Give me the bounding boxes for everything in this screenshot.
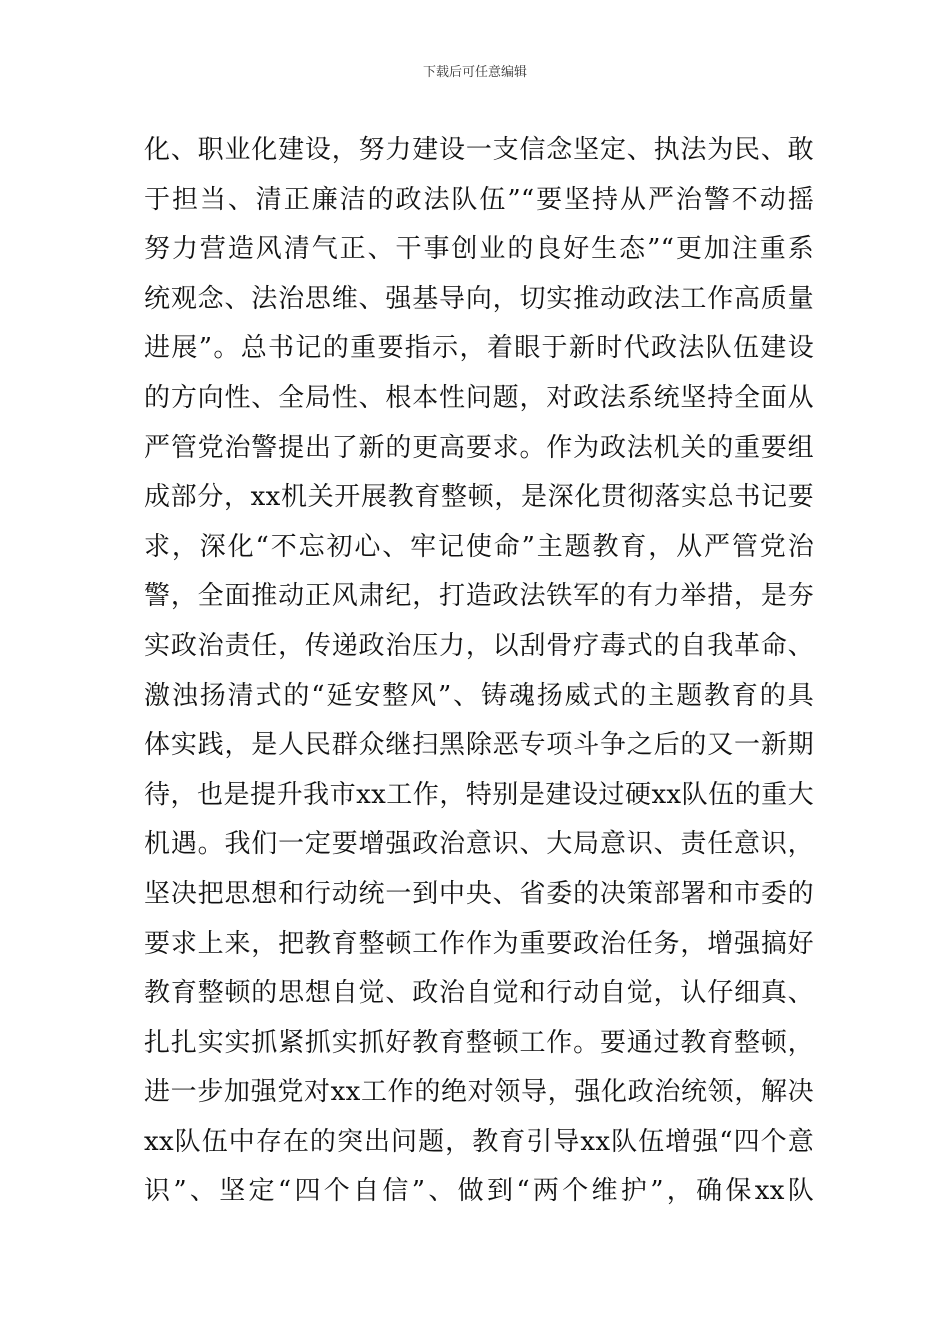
body-line: 扎扎实实抓紧抓实抓好教育整顿工作。要通过教育整顿， xyxy=(144,1027,814,1058)
body-line: 体实践，是人民群众继扫黑除恶专项斗争之后的又一新期 xyxy=(144,730,814,761)
body-line: 实政治责任，传递政治压力，以刮骨疗毒式的自我革命、 xyxy=(144,630,814,661)
body-line: 警，全面推动正风肃纪，打造政法铁军的有力举措，是夯 xyxy=(144,581,814,612)
body-line: 激浊扬清式的“延安整风”、铸魂扬威式的主题教育的具 xyxy=(144,680,814,711)
body-line: xx队伍中存在的突出问题，教育引导xx队伍增强“四个意 xyxy=(144,1126,814,1157)
body-line: 统观念、法治思维、强基导向，切实推动政法工作高质量 xyxy=(144,283,814,314)
body-line: 机遇。我们一定要增强政治意识、大局意识、责任意识， xyxy=(144,829,814,860)
body-line: 待，也是提升我市xx工作，特别是建设过硬xx队伍的重大 xyxy=(144,779,814,810)
body-line: 成部分，xx机关开展教育整顿，是深化贯彻落实总书记要 xyxy=(144,482,814,513)
body-line: 教育整顿的思想自觉、政治自觉和行动自觉，认仔细真、 xyxy=(144,978,814,1009)
body-line: 要求上来，把教育整顿工作作为重要政治任务，增强搞好 xyxy=(144,928,814,959)
body-line: 识”、坚定“四个自信”、做到“两个维护”，确保xx队 xyxy=(144,1176,814,1207)
body-line: 化、职业化建设，努力建设一支信念坚定、执法为民、敢 xyxy=(144,135,814,165)
page-header-note: 下载后可任意编辑 xyxy=(422,65,527,80)
body-line: 求，深化“不忘初心、牢记使命”主题教育，从严管党治 xyxy=(144,531,814,562)
body-line: 进一步加强党对xx工作的绝对领导，强化政治统领，解决 xyxy=(144,1077,814,1108)
body-line: 坚决把思想和行动统一到中央、省委的决策部署和市委的 xyxy=(144,878,814,909)
body-line: 进展”。总书记的重要指示，着眼于新时代政法队伍建设 xyxy=(144,333,814,364)
body-line: 努力营造风清气正、干事创业的良好生态”“更加注重系 xyxy=(144,234,814,265)
body-line: 严管党治警提出了新的更高要求。作为政法机关的重要组 xyxy=(144,432,814,463)
body-line: 于担当、清正廉洁的政法队伍”“要坚持从严治警不动摇 xyxy=(144,184,814,215)
document-body xyxy=(144,126,814,1217)
body-line: 的方向性、全局性、根本性问题，对政法系统坚持全面从 xyxy=(144,382,814,413)
